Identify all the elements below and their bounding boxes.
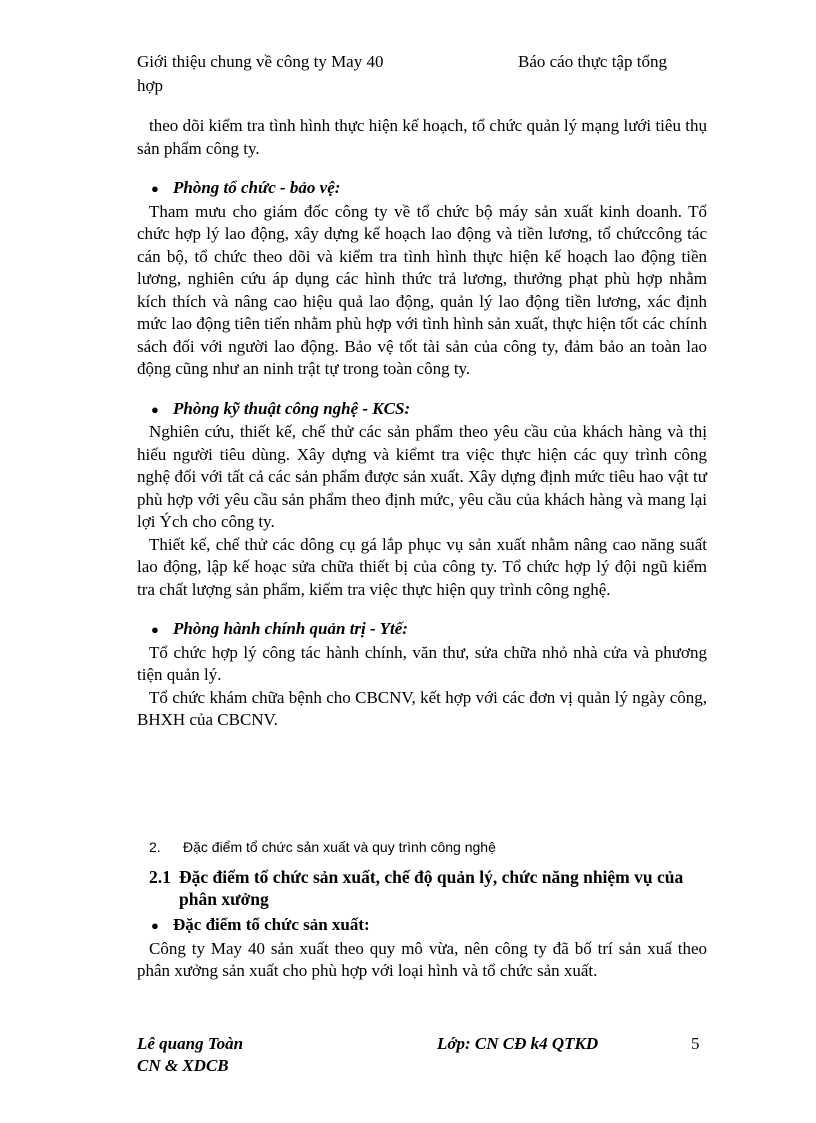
- footer-class: Lớp: CN CĐ k4 QTKD: [437, 1034, 599, 1053]
- section-heading-admin: [137, 618, 707, 642]
- section-heading-production: [137, 914, 707, 938]
- paragraph: Công ty May 40 sản xuất theo quy mô vừa, nên công ty đã bố trí sản xuấ theo phân xưởng sản xuất cho phù hợp với loại hình và tổ chức sản xuất.: [137, 938, 707, 980]
- section-title: Phòng kỹ thuật công nghệ - KCS:: [173, 398, 411, 418]
- header-right-title: Báo cáo thực tập tổng: [518, 52, 667, 71]
- section-title: Phòng hành chính quản trị - Ytế:: [173, 619, 408, 638]
- section-title: Đặc điểm tổ chức sản xuất:: [173, 915, 370, 934]
- section-number: 2.: [149, 838, 161, 855]
- section-number: 2.1: [149, 867, 171, 887]
- footer-department: CN & XDCB: [137, 1056, 229, 1075]
- bullet-icon: ●: [151, 181, 159, 196]
- section-2-1-heading: [137, 866, 707, 910]
- header-right-title-wrap: hợp: [137, 76, 163, 95]
- section-heading-personnel: [137, 177, 707, 201]
- section-title: Đặc điểm tổ chức sản xuất, chế độ quản lý, chức năng nhiệm vụ của phân xưởng: [179, 867, 684, 909]
- paragraph: Thiết kế, chế thử các dông cụ gá lắp phục vụ sản xuất nhằm nâng cao năng suất lao động, lập kế hoạc sửa chữa thiết bị của công ty. Tổ chức hợp lý đội ngũ kiểm tra chất lượng sản phẩm, kiểm tra việc thực hiện quy trình công nghệ.: [137, 534, 707, 599]
- intro-paragraph: theo dõi kiểm tra tình hình thực hiện kế hoạch, tổ chức quản lý mạng lưới tiêu thụ sản phẩm công ty.: [137, 116, 707, 158]
- paragraph: Tham mưu cho giám đốc công ty về tổ chức bộ máy sản xuất kinh doanh. Tổ chức hợp lý lao động, xây dựng kế hoạch lao động và tiền lương, tổ chứccông tác cán bộ, tổ chức theo dõi và kiểm tra tình hình thực hiện kế hoạch lao động tiền lương, nghiên cứu áp dụng các hình thức trả lương, thưởng phạt phù hợp nhằm kích thích và nâng cao hiệu quả lao động, quản lý lao động tiền lương, xác định mức lao động tiên tiến nhằm phù hợp với tình hình sản xuất, thực hiện tốt các chính sách đối với người lao động. Bảo vệ tốt tài sản của công ty, đảm bảo an toàn lao động cũng như an ninh trật tự trong toàn công ty.: [137, 201, 707, 378]
- footer-author: Lê quang Toàn: [137, 1034, 244, 1053]
- paragraph: Nghiên cứu, thiết kế, chế thử các sản phẩm theo yêu cầu của khách hàng và thị hiếu người tiêu dùng. Xây dựng và kiểmt tra việc thực hiện các quy trình công nghệ đối với tất cả các sản phẩm được sản xuất. Xây dựng định mức tiêu hao vật tư phù hợp với yêu cầu sản phẩm theo định mức, yêu cầu của khách hàng và mang lại lợi Ých cho công ty.: [137, 422, 707, 531]
- paragraph: Tổ chức hợp lý công tác hành chính, văn thư, sửa chữa nhỏ nhà cửa và phương tiện quản lý.: [137, 642, 707, 684]
- paragraph: Tổ chức khám chữa bệnh cho CBCNV, kết hợp với các đơn vị quản lý ngày công, BHXH của CBCNV.: [137, 687, 707, 729]
- page-number: 5: [691, 1034, 700, 1053]
- bullet-icon: ●: [151, 401, 159, 417]
- bullet-icon: ●: [151, 918, 159, 933]
- header-left-title: Giới thiệu chung về công ty May 40: [137, 52, 384, 71]
- section-heading-technology: [137, 398, 707, 422]
- section-title: Phòng tổ chức - bảo vệ:: [173, 178, 341, 197]
- page-body: [137, 115, 707, 983]
- section-title: Đặc điểm tổ chức sản xuất và quy trình công nghệ: [183, 838, 496, 855]
- section-2-heading: [137, 826, 707, 859]
- bullet-icon: ●: [151, 622, 159, 637]
